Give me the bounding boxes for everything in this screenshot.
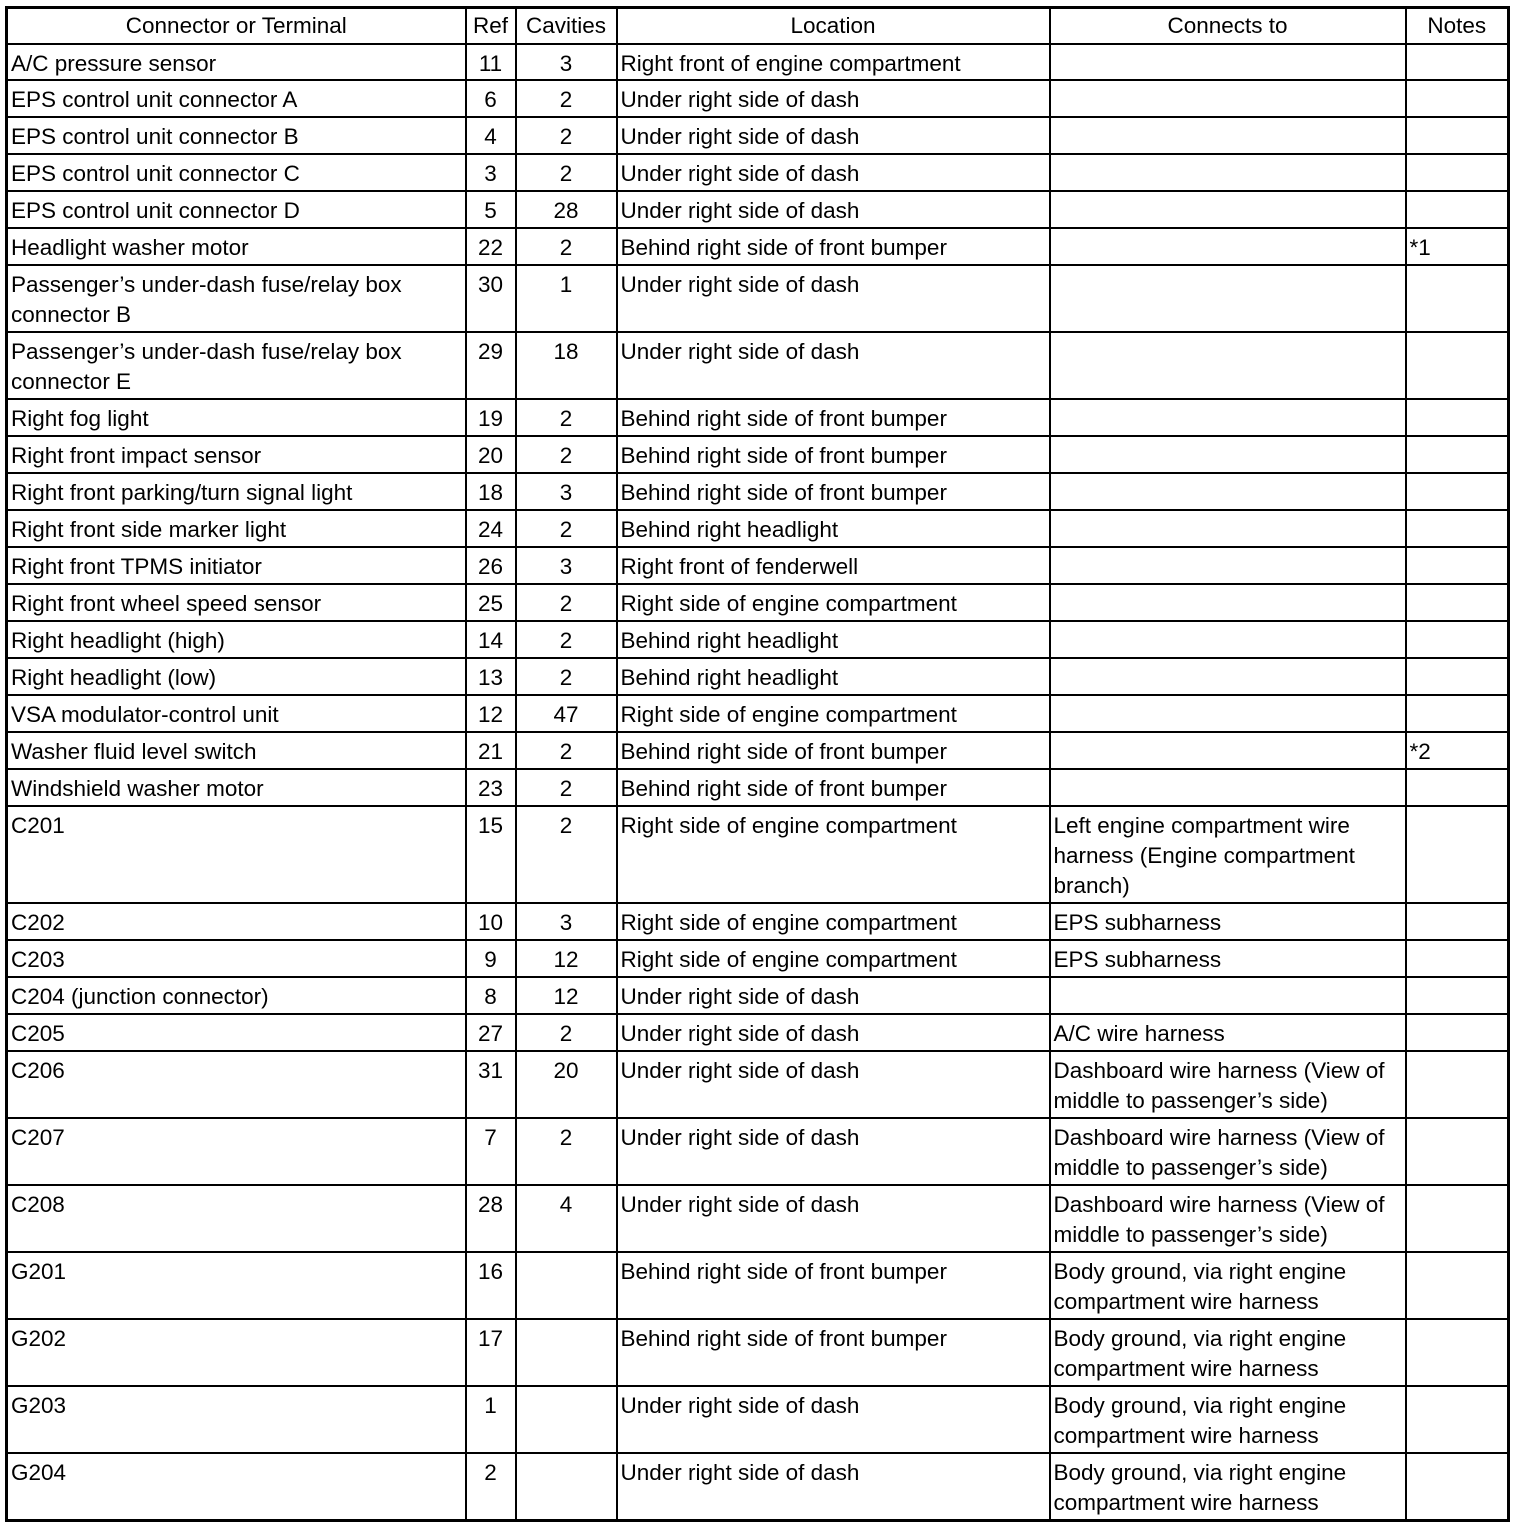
cell-cavities [516, 1386, 617, 1453]
cell-ref: 13 [466, 658, 516, 695]
cell-cavities: 2 [516, 436, 617, 473]
cell-cavities: 2 [516, 732, 617, 769]
cell-cavities: 1 [516, 265, 617, 332]
cell-connects-to [1050, 265, 1406, 332]
cell-ref: 16 [466, 1252, 516, 1319]
cell-cavities: 2 [516, 399, 617, 436]
cell-cavities: 3 [516, 547, 617, 584]
table-row [7, 658, 1509, 695]
cell-cavities: 3 [516, 44, 617, 80]
cell-notes [1406, 117, 1509, 154]
cell-notes [1406, 191, 1509, 228]
table-row [7, 80, 1509, 117]
cell-notes [1406, 473, 1509, 510]
table-row [7, 473, 1509, 510]
cell-location: Under right side of dash [617, 117, 1050, 154]
connector-table [5, 6, 1510, 1522]
cell-location: Right side of engine compartment [617, 940, 1050, 977]
column-header-ref: Ref [466, 8, 516, 45]
table-row [7, 44, 1509, 80]
table-row [7, 1118, 1509, 1185]
cell-terminal: C204 (junction connector) [7, 977, 466, 1014]
cell-location: Right side of engine compartment [617, 903, 1050, 940]
cell-location: Behind right side of front bumper [617, 769, 1050, 806]
cell-connects-to [1050, 584, 1406, 621]
cell-ref: 1 [466, 1386, 516, 1453]
cell-notes [1406, 940, 1509, 977]
cell-terminal: A/C pressure sensor [7, 44, 466, 80]
table-row [7, 1051, 1509, 1118]
cell-notes [1406, 154, 1509, 191]
cell-terminal: Right front wheel speed sensor [7, 584, 466, 621]
cell-terminal: Headlight washer motor [7, 228, 466, 265]
cell-terminal: Passenger’s under-dash fuse/relay box connector E [7, 332, 466, 399]
cell-ref: 30 [466, 265, 516, 332]
table-row [7, 1453, 1509, 1520]
cell-terminal: C205 [7, 1014, 466, 1051]
cell-cavities: 47 [516, 695, 617, 732]
table-row [7, 584, 1509, 621]
cell-notes [1406, 510, 1509, 547]
cell-location: Under right side of dash [617, 80, 1050, 117]
cell-cavities: 12 [516, 977, 617, 1014]
cell-ref: 19 [466, 399, 516, 436]
table-row [7, 510, 1509, 547]
cell-ref: 14 [466, 621, 516, 658]
cell-ref: 18 [466, 473, 516, 510]
cell-location: Right front of fenderwell [617, 547, 1050, 584]
table-row [7, 436, 1509, 473]
cell-cavities [516, 1252, 617, 1319]
column-header-cavities: Cavities [516, 8, 617, 45]
cell-notes [1406, 80, 1509, 117]
table-row [7, 621, 1509, 658]
cell-cavities: 2 [516, 228, 617, 265]
cell-terminal: C206 [7, 1051, 466, 1118]
cell-connects-to [1050, 977, 1406, 1014]
cell-notes [1406, 265, 1509, 332]
cell-ref: 28 [466, 1185, 516, 1252]
cell-notes [1406, 621, 1509, 658]
cell-notes [1406, 903, 1509, 940]
cell-cavities: 2 [516, 117, 617, 154]
table-row [7, 228, 1509, 265]
cell-connects-to: Dashboard wire harness (View of middle to passenger’s side) [1050, 1118, 1406, 1185]
cell-notes: *2 [1406, 732, 1509, 769]
cell-ref: 24 [466, 510, 516, 547]
cell-connects-to [1050, 769, 1406, 806]
cell-cavities: 2 [516, 769, 617, 806]
column-header-notes: Notes [1406, 8, 1509, 45]
cell-connects-to [1050, 191, 1406, 228]
cell-notes [1406, 1014, 1509, 1051]
table-row [7, 940, 1509, 977]
cell-location: Under right side of dash [617, 332, 1050, 399]
cell-location: Behind right side of front bumper [617, 228, 1050, 265]
cell-terminal: Right headlight (high) [7, 621, 466, 658]
cell-location: Behind right side of front bumper [617, 399, 1050, 436]
cell-connects-to: A/C wire harness [1050, 1014, 1406, 1051]
cell-location: Behind right side of front bumper [617, 732, 1050, 769]
cell-ref: 17 [466, 1319, 516, 1386]
table-row [7, 1252, 1509, 1319]
cell-cavities: 3 [516, 903, 617, 940]
cell-cavities: 2 [516, 154, 617, 191]
cell-notes [1406, 1252, 1509, 1319]
cell-connects-to [1050, 695, 1406, 732]
cell-cavities: 2 [516, 584, 617, 621]
cell-terminal: C203 [7, 940, 466, 977]
cell-terminal: EPS control unit connector D [7, 191, 466, 228]
cell-terminal: EPS control unit connector A [7, 80, 466, 117]
cell-connects-to [1050, 473, 1406, 510]
cell-ref: 31 [466, 1051, 516, 1118]
cell-connects-to [1050, 399, 1406, 436]
cell-terminal: Right front TPMS initiator [7, 547, 466, 584]
cell-location: Under right side of dash [617, 1118, 1050, 1185]
cell-ref: 10 [466, 903, 516, 940]
cell-connects-to [1050, 332, 1406, 399]
cell-terminal: VSA modulator-control unit [7, 695, 466, 732]
cell-notes [1406, 1319, 1509, 1386]
table-row [7, 191, 1509, 228]
cell-cavities: 3 [516, 473, 617, 510]
cell-notes [1406, 436, 1509, 473]
cell-notes [1406, 695, 1509, 732]
table-row [7, 1386, 1509, 1453]
cell-ref: 25 [466, 584, 516, 621]
cell-terminal: EPS control unit connector C [7, 154, 466, 191]
cell-connects-to: Dashboard wire harness (View of middle to passenger’s side) [1050, 1051, 1406, 1118]
cell-connects-to: Body ground, via right engine compartment wire harness [1050, 1386, 1406, 1453]
cell-notes [1406, 44, 1509, 80]
cell-ref: 12 [466, 695, 516, 732]
cell-terminal: EPS control unit connector B [7, 117, 466, 154]
table-row [7, 806, 1509, 903]
cell-ref: 23 [466, 769, 516, 806]
cell-terminal: Washer fluid level switch [7, 732, 466, 769]
cell-notes [1406, 769, 1509, 806]
cell-notes [1406, 1051, 1509, 1118]
cell-terminal: Right front parking/turn signal light [7, 473, 466, 510]
column-header-location: Location [617, 8, 1050, 45]
cell-connects-to [1050, 621, 1406, 658]
cell-cavities: 2 [516, 510, 617, 547]
table-row [7, 265, 1509, 332]
cell-ref: 15 [466, 806, 516, 903]
cell-location: Under right side of dash [617, 1051, 1050, 1118]
cell-ref: 22 [466, 228, 516, 265]
cell-cavities: 28 [516, 191, 617, 228]
cell-ref: 4 [466, 117, 516, 154]
cell-cavities: 12 [516, 940, 617, 977]
cell-connects-to: Body ground, via right engine compartment wire harness [1050, 1252, 1406, 1319]
cell-terminal: G203 [7, 1386, 466, 1453]
cell-cavities: 2 [516, 621, 617, 658]
table-row [7, 1185, 1509, 1252]
cell-connects-to [1050, 547, 1406, 584]
column-header-terminal: Connector or Terminal [7, 8, 466, 45]
cell-location: Right side of engine compartment [617, 695, 1050, 732]
cell-notes [1406, 584, 1509, 621]
table-row [7, 547, 1509, 584]
cell-notes [1406, 1185, 1509, 1252]
cell-location: Under right side of dash [617, 977, 1050, 1014]
cell-location: Right side of engine compartment [617, 584, 1050, 621]
cell-cavities [516, 1453, 617, 1520]
table-row [7, 332, 1509, 399]
table-row [7, 977, 1509, 1014]
cell-terminal: Right front impact sensor [7, 436, 466, 473]
cell-notes [1406, 1386, 1509, 1453]
cell-connects-to: Dashboard wire harness (View of middle to passenger’s side) [1050, 1185, 1406, 1252]
column-header-connects-to: Connects to [1050, 8, 1406, 45]
table-row [7, 399, 1509, 436]
cell-notes [1406, 977, 1509, 1014]
cell-cavities: 20 [516, 1051, 617, 1118]
cell-ref: 11 [466, 44, 516, 80]
cell-location: Behind right headlight [617, 658, 1050, 695]
cell-location: Behind right side of front bumper [617, 1252, 1050, 1319]
cell-location: Right side of engine compartment [617, 806, 1050, 903]
cell-connects-to [1050, 658, 1406, 695]
header-row [7, 8, 1509, 45]
cell-location: Under right side of dash [617, 1185, 1050, 1252]
cell-ref: 27 [466, 1014, 516, 1051]
cell-cavities: 4 [516, 1185, 617, 1252]
cell-notes: *1 [1406, 228, 1509, 265]
cell-cavities [516, 1319, 617, 1386]
cell-terminal: C201 [7, 806, 466, 903]
cell-ref: 7 [466, 1118, 516, 1185]
cell-notes [1406, 332, 1509, 399]
cell-connects-to [1050, 44, 1406, 80]
cell-ref: 3 [466, 154, 516, 191]
cell-cavities: 2 [516, 1118, 617, 1185]
table-row [7, 769, 1509, 806]
cell-location: Under right side of dash [617, 154, 1050, 191]
cell-terminal: Right fog light [7, 399, 466, 436]
cell-connects-to: Left engine compartment wire harness (Engine compartment branch) [1050, 806, 1406, 903]
cell-connects-to: EPS subharness [1050, 903, 1406, 940]
cell-ref: 29 [466, 332, 516, 399]
cell-terminal: C207 [7, 1118, 466, 1185]
cell-location: Right front of engine compartment [617, 44, 1050, 80]
cell-connects-to [1050, 117, 1406, 154]
table-row [7, 695, 1509, 732]
cell-notes [1406, 547, 1509, 584]
cell-cavities: 2 [516, 1014, 617, 1051]
cell-notes [1406, 658, 1509, 695]
cell-cavities: 2 [516, 806, 617, 903]
cell-connects-to [1050, 732, 1406, 769]
cell-ref: 6 [466, 80, 516, 117]
cell-connects-to [1050, 154, 1406, 191]
table-row [7, 732, 1509, 769]
cell-connects-to: Body ground, via right engine compartment wire harness [1050, 1319, 1406, 1386]
cell-notes [1406, 1453, 1509, 1520]
cell-terminal: G204 [7, 1453, 466, 1520]
cell-terminal: Passenger’s under-dash fuse/relay box connector B [7, 265, 466, 332]
cell-terminal: Windshield washer motor [7, 769, 466, 806]
cell-location: Under right side of dash [617, 265, 1050, 332]
cell-connects-to [1050, 510, 1406, 547]
cell-terminal: G202 [7, 1319, 466, 1386]
cell-ref: 5 [466, 191, 516, 228]
cell-ref: 2 [466, 1453, 516, 1520]
cell-terminal: G201 [7, 1252, 466, 1319]
cell-terminal: Right front side marker light [7, 510, 466, 547]
cell-ref: 26 [466, 547, 516, 584]
cell-cavities: 2 [516, 658, 617, 695]
cell-connects-to [1050, 436, 1406, 473]
cell-ref: 9 [466, 940, 516, 977]
cell-ref: 21 [466, 732, 516, 769]
cell-cavities: 18 [516, 332, 617, 399]
cell-location: Behind right side of front bumper [617, 473, 1050, 510]
cell-notes [1406, 399, 1509, 436]
cell-location: Behind right headlight [617, 621, 1050, 658]
cell-cavities: 2 [516, 80, 617, 117]
table-row [7, 903, 1509, 940]
cell-connects-to: EPS subharness [1050, 940, 1406, 977]
cell-terminal: C202 [7, 903, 466, 940]
cell-terminal: C208 [7, 1185, 466, 1252]
cell-terminal: Right headlight (low) [7, 658, 466, 695]
cell-connects-to: Body ground, via right engine compartment wire harness [1050, 1453, 1406, 1520]
cell-connects-to [1050, 80, 1406, 117]
cell-location: Under right side of dash [617, 1386, 1050, 1453]
cell-ref: 8 [466, 977, 516, 1014]
cell-location: Under right side of dash [617, 191, 1050, 228]
cell-connects-to [1050, 228, 1406, 265]
cell-ref: 20 [466, 436, 516, 473]
cell-notes [1406, 1118, 1509, 1185]
cell-location: Under right side of dash [617, 1453, 1050, 1520]
cell-notes [1406, 806, 1509, 903]
cell-location: Behind right headlight [617, 510, 1050, 547]
table-row [7, 117, 1509, 154]
table-row [7, 154, 1509, 191]
table-row [7, 1014, 1509, 1051]
table-row [7, 1319, 1509, 1386]
cell-location: Behind right side of front bumper [617, 1319, 1050, 1386]
cell-location: Behind right side of front bumper [617, 436, 1050, 473]
cell-location: Under right side of dash [617, 1014, 1050, 1051]
